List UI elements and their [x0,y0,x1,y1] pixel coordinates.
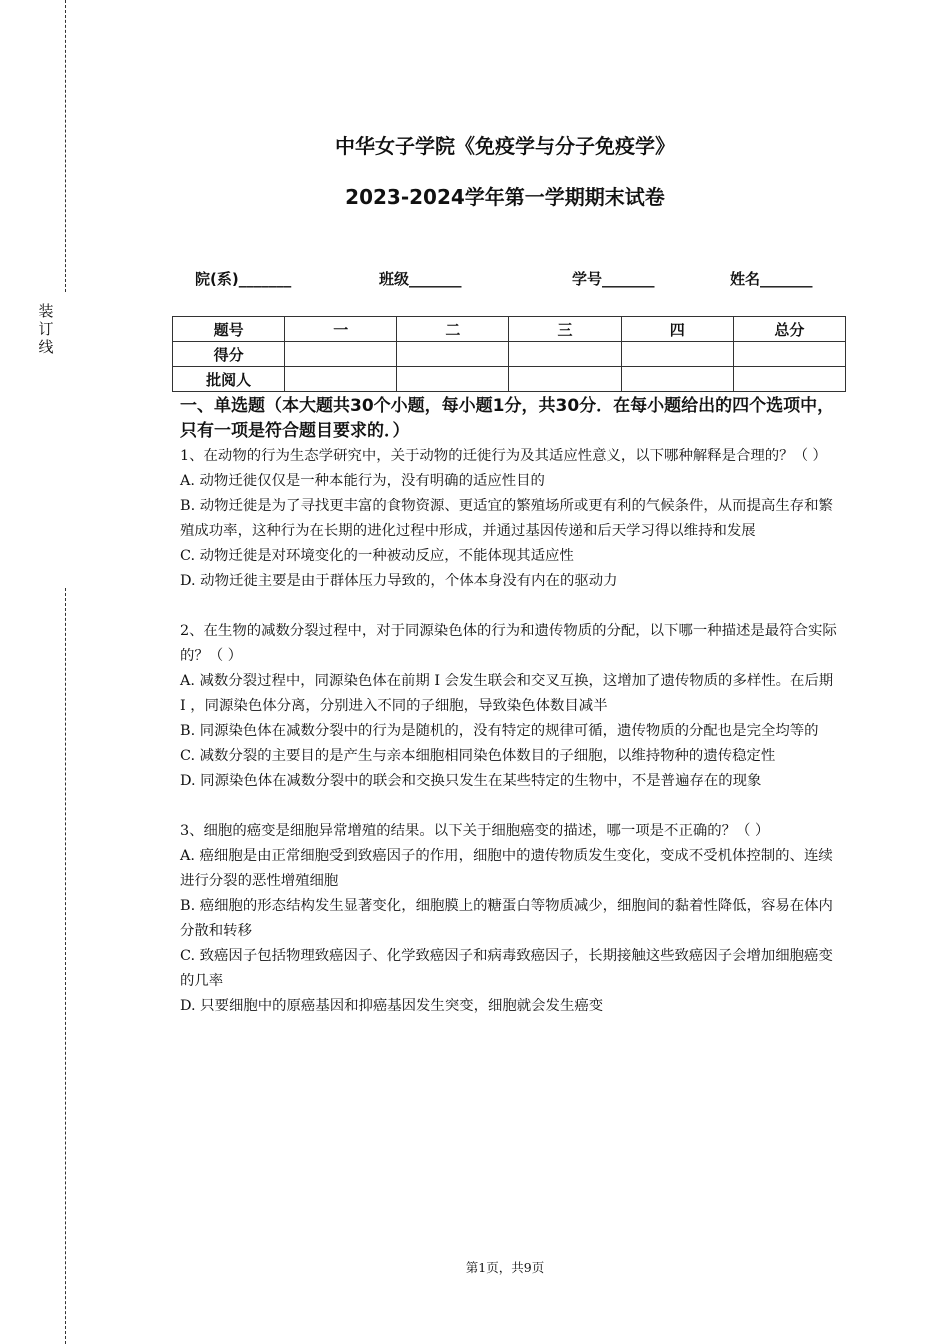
score-table-cell: 三 [509,317,621,342]
question-stem: 1、在动物的行为生态学研究中，关于动物的迁徙行为及其适应性意义，以下哪种解释是合理的？（ ） [180,448,827,464]
student-id-field: 学号_______ [572,270,655,288]
option-c: C. 致癌因子包括物理致癌因子、化学致癌因子和病毒致癌因子，长期接触这些致癌因子会增加细胞癌变的几率 [180,948,833,989]
score-table-header-row [173,317,846,342]
score-table-cell: 一 [285,317,397,342]
score-table-cell: 批阅人 [173,367,285,392]
score-table-cell [285,367,397,392]
score-table-cell [509,367,621,392]
score-table-cell: 得分 [173,342,285,367]
score-table-row [173,367,846,392]
option-a: A. 减数分裂过程中，同源染色体在前期 I 会发生联会和交叉互换，这增加了遗传物质的多样性。在后期 I ，同源染色体分离，分别进入不同的子细胞，导致染色体数目减半 [180,673,834,714]
class-field: 班级_______ [379,270,462,288]
score-table-cell: 四 [621,317,733,342]
option-d: D. 只要细胞中的原癌基因和抑癌基因发生突变，细胞就会发生癌变 [180,998,604,1014]
binding-line-bottom [65,588,66,1344]
score-table-cell [621,342,733,367]
score-table-cell: 题号 [173,317,285,342]
option-c: C. 动物迁徙是对环境变化的一种被动反应，不能体现其适应性 [180,548,574,564]
option-a: A. 动物迁徙仅仅是一种本能行为，没有明确的适应性目的 [180,473,545,489]
question-item [180,444,840,594]
question-item [180,819,840,1019]
question-list [180,444,840,1044]
option-b: B. 动物迁徙是为了寻找更丰富的食物资源、更适宜的繁殖场所或更有利的气候条件，从而提高生存和繁殖成功率，这种行为在长期的进化过程中形成，并通过基因传递和后天学习得以维持和发展 [180,498,833,539]
option-b: B. 癌细胞的形态结构发生显著变化，细胞膜上的糖蛋白等物质减少，细胞间的黏着性降低，容易在体内分散和转移 [180,898,833,939]
name-field: 姓名_______ [730,270,813,288]
option-d: D. 动物迁徙主要是由于群体压力导致的，个体本身没有内在的驱动力 [180,573,618,589]
score-table-cell: 二 [397,317,509,342]
binding-label: 装订线 [38,302,54,356]
option-d: D. 同源染色体在减数分裂中的联会和交换只发生在某些特定的生物中，不是普遍存在的现象 [180,773,762,789]
question-stem: 3、细胞的癌变是细胞异常增殖的结果。以下关于细胞癌变的描述，哪一项是不正确的？（ ） [180,823,770,839]
score-table-cell [509,342,621,367]
exam-title-line1: 中华女子学院《免疫学与分子免疫学》 [335,134,675,158]
question-item [180,619,840,794]
option-c: C. 减数分裂的主要目的是产生与亲本细胞相同染色体数目的子细胞，以维持物种的遗传稳定性 [180,748,776,764]
score-table-cell [733,367,845,392]
option-a: A. 癌细胞是由正常细胞受到致癌因子的作用，细胞中的遗传物质发生变化，变成不受机体控制的、连续进行分裂的恶性增殖细胞 [180,848,833,889]
score-table-cell [397,342,509,367]
section-heading: 一、单选题（本大题共30个小题，每小题1分，共30分．在每小题给出的四个选项中，只有一项是符合题目要求的．） [180,396,835,441]
score-table-row [173,342,846,367]
score-table-cell [285,342,397,367]
score-table-cell [621,367,733,392]
question-stem: 2、在生物的减数分裂过程中，对于同源染色体的行为和遗传物质的分配，以下哪一种描述是最符合实际的？（ ） [180,623,837,664]
page-footer: 第1页，共9页 [465,1260,545,1275]
score-table-cell [397,367,509,392]
score-table [172,316,846,392]
option-b: B. 同源染色体在减数分裂中的行为是随机的，没有特定的规律可循，遗传物质的分配也是完全均等的 [180,723,819,739]
score-table-cell [733,342,845,367]
department-field: 院(系)_______ [195,270,292,288]
exam-title-line2: 2023-2024学年第一学期期末试卷 [345,185,665,209]
score-table-cell: 总分 [733,317,845,342]
